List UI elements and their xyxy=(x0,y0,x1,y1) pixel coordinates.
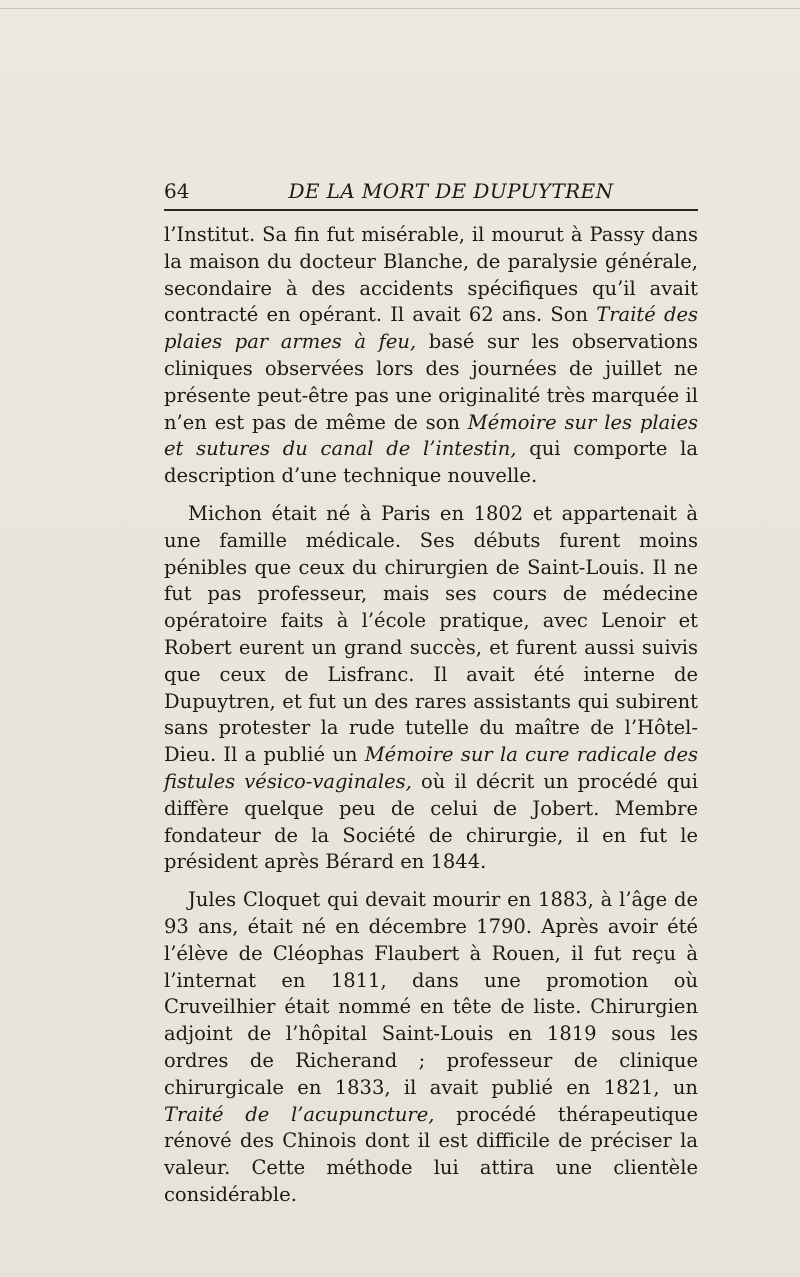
header-rule xyxy=(164,209,698,211)
body-text xyxy=(164,222,698,1209)
paragraph-2 xyxy=(164,501,698,876)
italic-title: Traité de l’acupuncture, xyxy=(164,1102,435,1126)
text-run: l’Institut. Sa fin fut misérable, il mourut à Passy dans la maison du docteur Blanche, de paralysie générale, secondaire à des accidents spécifiques qu’il avait contracté en opérant. Il avait 62 ans. Son xyxy=(164,223,698,327)
paragraph-1 xyxy=(164,222,698,490)
italic-title: Mémoire sur les plaies et sutures du canal de l’intestin, xyxy=(164,410,698,461)
text-run: basé sur les observations cliniques observées lors des journées de juillet ne présente peut-être pas une originalité très marquée il n’en est pas de même de son xyxy=(164,330,698,434)
paragraph-3 xyxy=(164,887,698,1209)
page-number: 64 xyxy=(164,179,190,203)
text-run: procédé thérapeutique rénové des Chinois dont il est difficile de préciser la valeur. Cette méthode lui attira une clientèle considérable. xyxy=(164,1102,698,1206)
scan-edge-line xyxy=(0,8,800,9)
text-run: Michon était né à Paris en 1802 et appartenait à une famille médicale. Ses débuts furent moins pénibles que ceux du chirurgien de Saint-Louis. Il ne fut pas professeur, mais ses cours de médecine opératoire faits à l’école pratique, avec Lenoir et Robert eurent un grand succès, et furent aussi suivis que ceux de Lisfranc. Il avait été interne de Dupuytren, et fut un des rares assistants qui subirent sans protester la rude tutelle du maître de l’Hôtel-Dieu. Il a publié un xyxy=(164,501,698,767)
running-title: DE LA MORT DE DUPUYTREN xyxy=(288,179,614,203)
text-run: Jules Cloquet qui devait mourir en 1883, à l’âge de 93 ans, était né en décembre 1790. Après avoir été l’élève de Cléophas Flaubert à Rouen, il fut reçu à l’internat en 1811, dans une promotion où Cruveilhier était nommé en tête de liste. Chirurgien adjoint de l’hôpital Saint-Louis en 1819 sous les ordres de Richerand ; professeur de clinique chirurgicale en 1833, il avait publié en 1821, un xyxy=(164,888,698,1099)
text-run: où il décrit un procédé qui diffère quelque peu de celui de Jobert. Membre fondateur de la Société de chirurgie, il en fut le président après Bérard en 1844. xyxy=(164,769,698,874)
italic-title: Mémoire sur la cure radicale des fistules vésico-vaginales, xyxy=(164,743,698,793)
text-run: qui comporte la description d’une technique nouvelle. xyxy=(164,437,698,488)
italic-title: Traité des plaies par armes à feu, xyxy=(164,303,699,354)
page-header xyxy=(164,178,698,206)
